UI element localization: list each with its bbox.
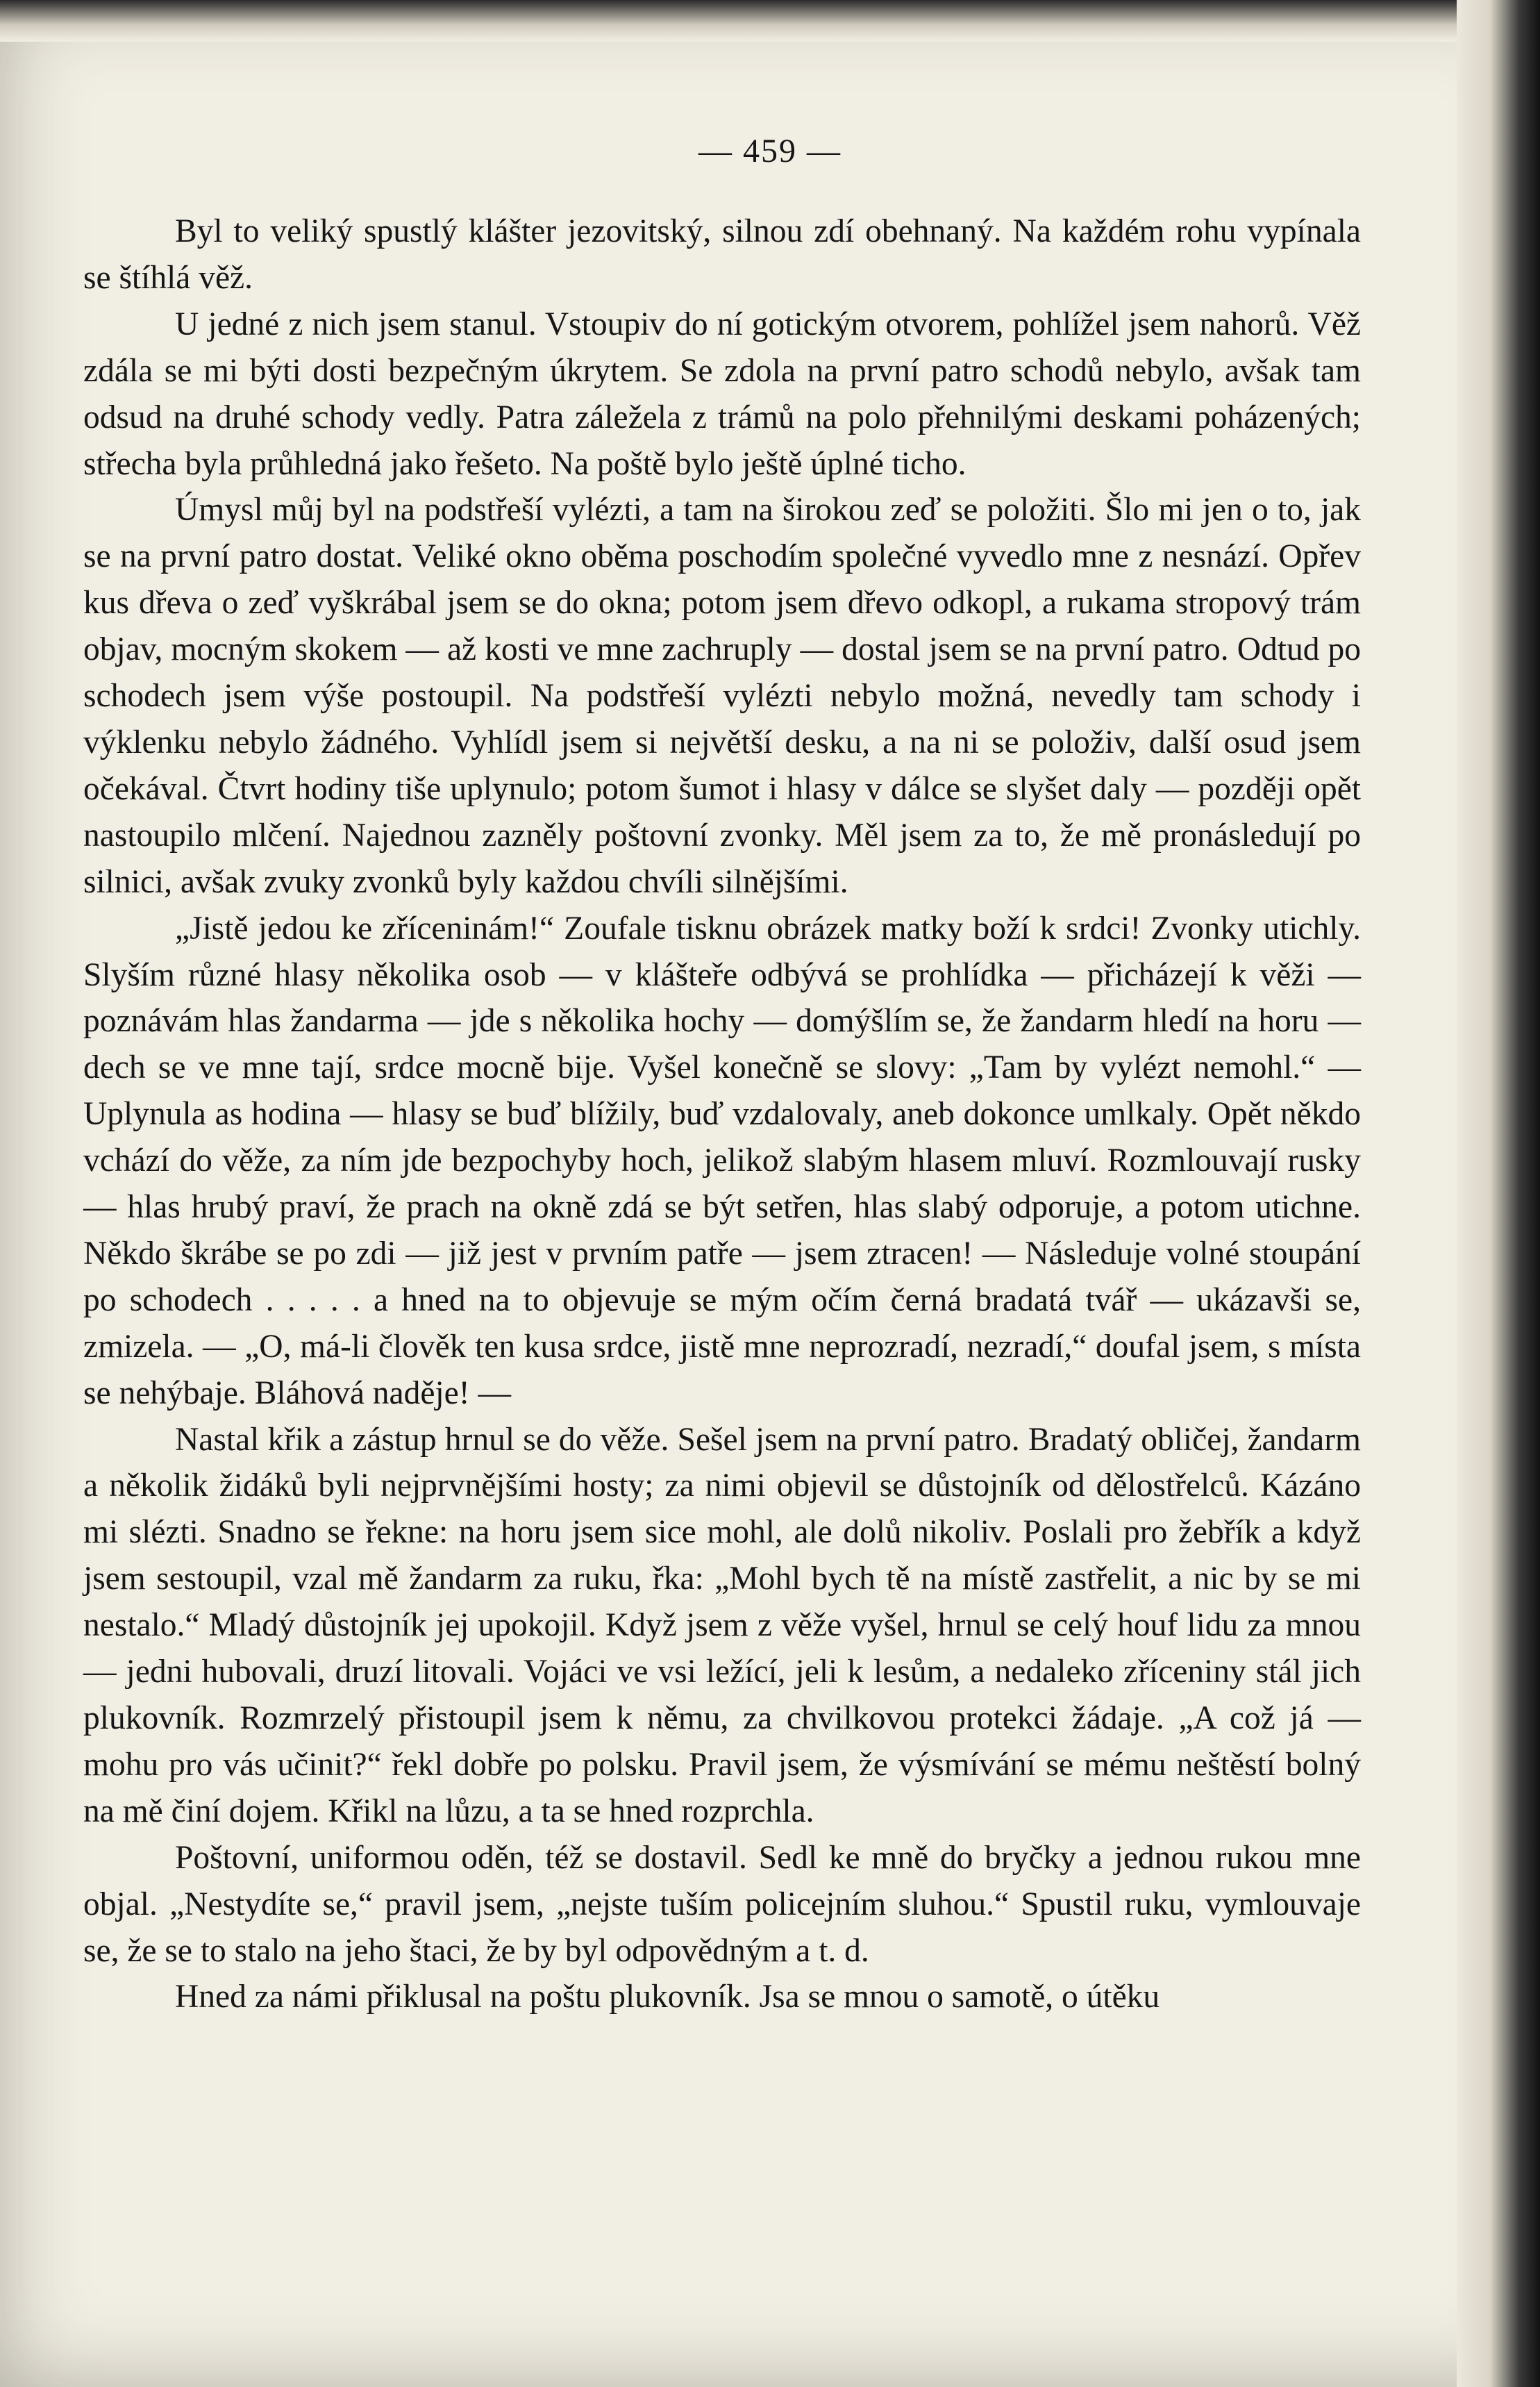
paragraph-7: Hned za námi přiklusal na poštu plukovník. Jsa se mnou o samotě, o útěku [175,1979,1160,2015]
paragraph-2: U jedné z nich jsem stanul. Vstoupiv do ní gotickým otvorem, pohlížel jsem nahorů. Věž zdála se mi býti dosti bezpečným úkrytem. Se zdola na první patro schodů nebylo, avšak tam odsud na druhé schody vedly. Patra záležela z trámů na polo přehnilými deskami poházených; střecha byla průhledná jako řešeto. Na poště bylo ještě úplné ticho. [83,306,1361,482]
page-top-edge [0,0,1540,42]
page-binding-edge [1457,0,1540,2387]
paragraph-5: Nastal křik a zástup hrnul se do věže. Sešel jsem na první patro. Bradatý obličej, žandarm a několik židáků byli nejprvnějšími hosty; za nimi objevil se důstojník od dělostřelců. Kázáno mi slézti. Snadno se řekne: na horu jsem sice mohl, ale dolů nikoliv. Poslali pro žebřík a když jsem sestoupil, vzal mě žandarm za ruku, řka: „Mohl bych tě na místě zastřelit, a nic by se mi nestalo.“ Mladý důstojník jej upokojil. Když jsem z věže vyšel, hrnul se celý houf lidu za mnou — jedni hubovali, druzí litovali. Vojáci ve vsi ležící, jeli k lesům, a nedaleko zříceniny stál jich plukovník. Rozmrzelý přistoupil jsem k němu, za chvilkovou protekci žádaje. „A což já — mohu pro vás učinit?“ řekl dobře po polsku. Pravil jsem, že výsmívání se mému neštěstí bolný na mě činí dojem. Křikl na lůzu, a ta se hned rozprchla. [83,1421,1361,1829]
body-text [83,208,1361,2020]
paragraph-6: Poštovní, uniformou oděn, též se dostavil. Sedl ke mně do bryčky a jednou rukou mne objal. „Nestydíte se,“ pravil jsem, „nejste tuším policejním sluhou.“ Spustil ruku, vymlouvaje se, že se to stalo na jeho štaci, že by byl odpovědným a t. d. [83,1839,1361,1969]
paragraph-4: „Jistě jedou ke zříceninám!“ Zoufale tisknu obrázek matky boží k srdci! Zvonky utichly. Slyším různé hlasy několika osob — v klášteře odbývá se prohlídka — přicházejí k věži — poznávám hlas žandarma — jde s několika hochy — domýšlím se, že žandarm hledí na horu — dech se ve mne tají, srdce mocně bije. Vyšel konečně se slovy: „Tam by vylézt nemohl.“ — Uplynula as hodina — hlasy se buď blížily, buď vzdalovaly, aneb dokonce umlkaly. Opět někdo vchází do věže, za ním jde bezpochyby hoch, jelikož slabým hlasem mluví. Rozmlouvají rusky — hlas hrubý praví, že prach na okně zdá se být setřen, hlas slabý odporuje, a potom utichne. Někdo škrábe se po zdi — již jest v prvním patře — jsem ztracen! — Následuje volné stoupání po schodech . . . . . a hned na to objevuje se mým očím černá bradatá tvář — ukázavši se, zmizela. — „O, má-li člověk ten kusa srdce, jistě mne neprozradí, nezradí,“ doufal jsem, s místa se nehýbaje. Bláhová naděje! — [83,910,1361,1411]
paragraph-1: Byl to veliký spustlý klášter jezovitský, silnou zdí obehnaný. Na každém rohu vypínala se štíhlá věž. [83,213,1361,296]
page-number: — 459 — [698,133,842,169]
paragraph-3: Úmysl můj byl na podstřeší vylézti, a tam na širokou zeď se položiti. Šlo mi jen o to, jak se na první patro dostat. Veliké okno oběma poschodím společné vyvedlo mne z nesnází. Opřev kus dřeva o zeď vyškrábal jsem se do okna; potom jsem dřevo odkopl, a rukama stropový trám objav, mocným skokem — až kosti ve mne zachruply — dostal jsem se na první patro. Odtud po schodech jsem výše postoupil. Na podstřeší vylézti nebylo možná, nevedly tam schody i výklenku nebylo žádného. Vyhlídl jsem si největší desku, a na ni se položiv, další osud jsem očekával. Čtvrt hodiny tiše uplynulo; potom šumot i hlasy v dálce se slyšet daly — později opět nastoupilo mlčení. Najednou zazněly poštovní zvonky. Měl jsem za to, že mě pronásledují po silnici, avšak zvuky zvonků byly každou chvíli silnějšími. [83,492,1361,900]
